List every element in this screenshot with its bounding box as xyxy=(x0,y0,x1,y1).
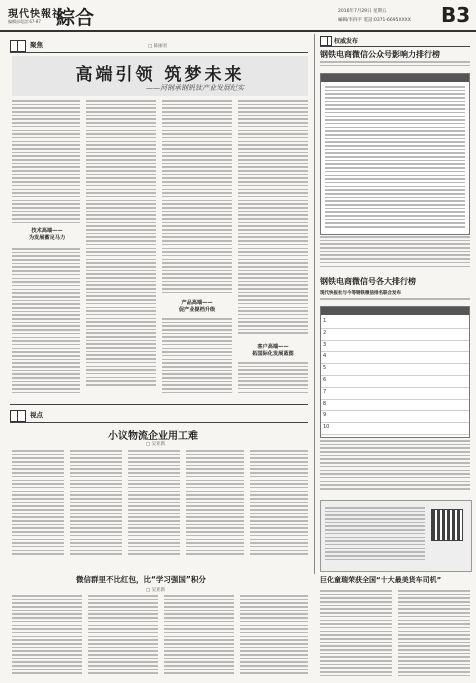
page-number: B3 xyxy=(441,3,471,27)
headline-box xyxy=(12,56,308,96)
ranking-table-1 xyxy=(320,73,470,235)
article2-col2 xyxy=(88,595,158,679)
table2-header xyxy=(321,307,469,315)
table2-body xyxy=(321,317,469,435)
date-line: 2016年7月29日 星期五 xyxy=(338,9,387,14)
table-row: 3 xyxy=(321,341,469,353)
table-row: 4 xyxy=(321,352,469,364)
article2-col1 xyxy=(12,595,82,679)
chart2-title: 钢铁电商微信号各大排行榜 xyxy=(320,277,416,286)
table1-header xyxy=(321,74,469,82)
article3-title: 巨化童瑞荣获全国“十大最美货车司机” xyxy=(320,576,442,584)
body-text-col2 xyxy=(86,100,156,398)
body-text-col3 xyxy=(162,100,232,298)
article3-col1 xyxy=(320,590,392,680)
table-row: 7 xyxy=(321,388,469,400)
article1-col4 xyxy=(186,450,244,560)
chart1-caption xyxy=(320,61,470,71)
paper-name: 現代快報社 xyxy=(8,9,63,20)
viewpoint-tag: 视点 xyxy=(30,411,43,419)
article1-col3 xyxy=(128,450,180,560)
right-column-icon xyxy=(320,36,332,46)
article3-col2 xyxy=(398,590,470,680)
column-rule xyxy=(10,52,308,53)
subheadline: ——河钢承钢钒钛产业发展纪实 xyxy=(146,84,244,92)
chart2-subtitle: 现代快报社与今等钢铁微信排名联合发布 xyxy=(320,291,401,296)
subhead-product: 产品高端—— 促产业提档升级 xyxy=(178,300,216,313)
chart2-notes xyxy=(320,440,470,496)
article2-col3 xyxy=(164,595,234,679)
masthead xyxy=(0,0,476,32)
article1-title: 小议物流企业用工难 xyxy=(108,431,198,442)
table-row: 6 xyxy=(321,376,469,388)
article1-col5 xyxy=(250,450,308,560)
qr-code xyxy=(431,509,463,541)
body-text-col4b xyxy=(238,362,308,398)
table-row: 9 xyxy=(321,411,469,423)
author-line: □ 陈丽君 xyxy=(148,44,168,49)
body-text-col1 xyxy=(12,100,80,225)
editor-line: 編輯/李四平 電話:0371-6695XXXX xyxy=(338,18,411,23)
chart1-title: 钢铁电商微信公众号影响力排行榜 xyxy=(320,50,440,59)
body-text-col1b xyxy=(12,248,80,398)
right-rule xyxy=(320,46,470,47)
body-text-col3b xyxy=(162,318,232,398)
table-row: 1 xyxy=(321,317,469,329)
table-row: 8 xyxy=(321,400,469,412)
article1-col1 xyxy=(12,450,64,560)
chart2-caption xyxy=(320,298,470,304)
article1-author: □ 吴亚新 xyxy=(146,442,166,447)
section-rule xyxy=(10,404,308,405)
column-icon xyxy=(10,40,26,52)
editorial-phone: 編輯部電話:67-87 xyxy=(8,19,41,24)
ranking-table-2 xyxy=(320,306,470,438)
article1-col2 xyxy=(70,450,122,560)
body-text-col4 xyxy=(238,100,308,342)
article2-col4 xyxy=(240,595,308,679)
viewpoint-icon xyxy=(10,410,26,422)
chart1-notes xyxy=(320,236,470,270)
headline: 高端引领 筑梦未来 xyxy=(75,65,245,85)
column-divider xyxy=(314,34,315,574)
subhead-customer: 客户高端—— 拓国际化发展蓝图 xyxy=(252,344,294,357)
table-row: 5 xyxy=(321,364,469,376)
ad-text xyxy=(325,507,425,565)
ad-block xyxy=(320,500,472,572)
viewpoint-rule xyxy=(10,422,308,423)
subhead-tech: 技术高端—— 为发展蓄足马力 xyxy=(28,228,66,241)
table-row: 10 xyxy=(321,423,469,435)
right-tag: 权威发布 xyxy=(334,38,359,45)
article2-author: □ 吴亚新 xyxy=(146,588,166,593)
article2-title: 微信群里不比红包，比“学习强国”积分 xyxy=(76,575,206,584)
section-title: 綜合 xyxy=(56,7,95,29)
column-tag: 聚焦 xyxy=(30,41,43,49)
table1-rows xyxy=(325,86,465,232)
table-row: 2 xyxy=(321,329,469,341)
